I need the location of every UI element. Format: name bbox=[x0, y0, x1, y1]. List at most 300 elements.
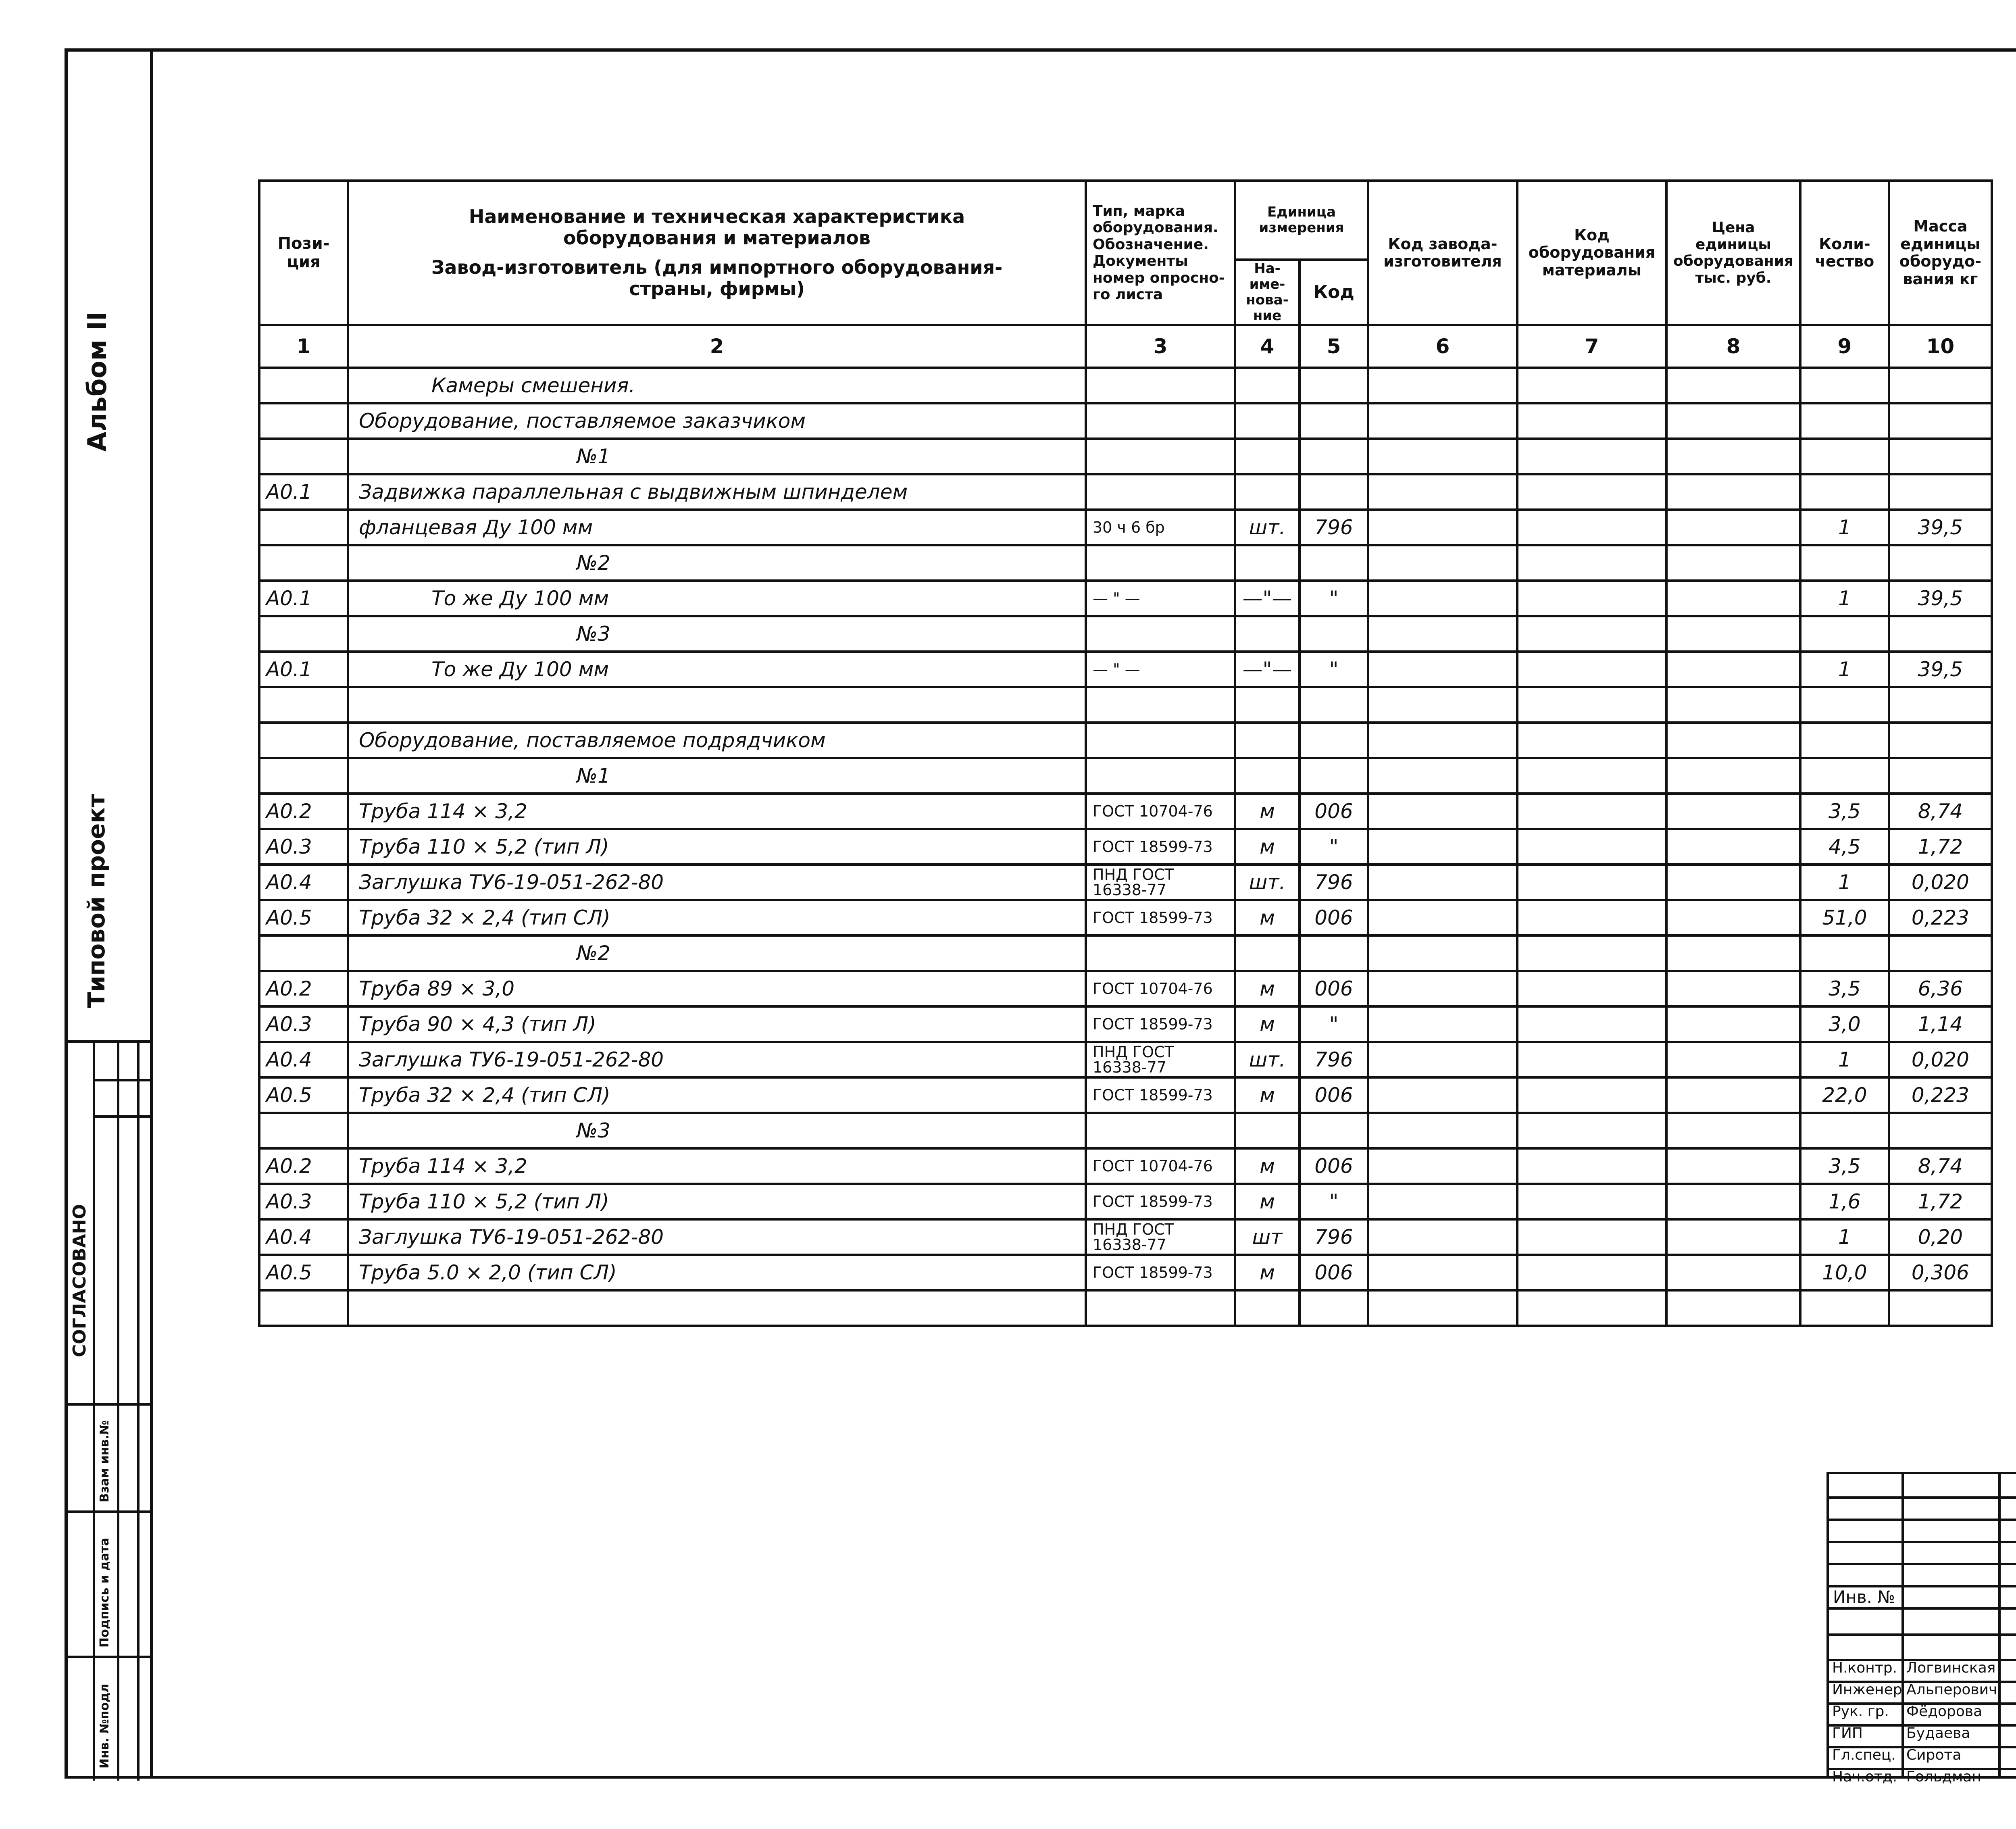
row-unit: м bbox=[1235, 900, 1300, 935]
row-quantity bbox=[1800, 403, 1889, 439]
row-position: А0.3 bbox=[259, 1184, 348, 1219]
header-unit-name: На-име-нова-ние bbox=[1235, 260, 1300, 325]
row-mass: 39,5 bbox=[1889, 510, 1992, 545]
row-price bbox=[1666, 1006, 1800, 1042]
row-type: — " — bbox=[1086, 581, 1235, 616]
row-maker-code bbox=[1368, 1255, 1517, 1290]
col-number: 7 bbox=[1517, 325, 1666, 368]
row-unit-code bbox=[1300, 616, 1368, 652]
row-mass bbox=[1889, 474, 1992, 510]
row-price bbox=[1666, 794, 1800, 829]
header-unit: Единица измерения bbox=[1235, 181, 1368, 260]
row-equipment-code bbox=[1517, 616, 1666, 652]
stamp-label-substitute: Взам инв.№ bbox=[98, 1420, 112, 1502]
row-maker-code bbox=[1368, 794, 1517, 829]
row-name: Заглушка ТУ6-19-051-262-80 bbox=[348, 1219, 1086, 1255]
row-maker-code bbox=[1368, 1148, 1517, 1184]
row-type: — " — bbox=[1086, 652, 1235, 687]
row-mass bbox=[1889, 616, 1992, 652]
row-type: ГОСТ 18599-73 bbox=[1086, 1255, 1235, 1290]
signature-role: Инженер bbox=[1832, 1681, 1902, 1698]
row-maker-code bbox=[1368, 1184, 1517, 1219]
row-quantity: 1 bbox=[1800, 581, 1889, 616]
row-maker-code bbox=[1368, 1006, 1517, 1042]
specification-table bbox=[258, 179, 1993, 1327]
row-maker-code bbox=[1368, 652, 1517, 687]
row-price bbox=[1666, 1290, 1800, 1326]
row-unit-code bbox=[1300, 439, 1368, 474]
signature-role: Н.контр. bbox=[1832, 1660, 1897, 1676]
title-block bbox=[1826, 1472, 2016, 1785]
row-type: ГОСТ 18599-73 bbox=[1086, 900, 1235, 935]
row-unit-code bbox=[1300, 758, 1368, 794]
row-unit bbox=[1235, 1290, 1300, 1326]
header-maker-code: Код завода-изготовителя bbox=[1368, 181, 1517, 325]
row-unit-code bbox=[1300, 403, 1368, 439]
row-type bbox=[1086, 474, 1235, 510]
row-unit-code bbox=[1300, 368, 1368, 403]
row-equipment-code bbox=[1517, 935, 1666, 971]
row-position: А0.3 bbox=[259, 1006, 348, 1042]
inventory-label: Инв. № bbox=[1833, 1587, 1895, 1607]
row-unit-code: 006 bbox=[1300, 1255, 1368, 1290]
row-equipment-code bbox=[1517, 545, 1666, 581]
row-name: Заглушка ТУ6-19-051-262-80 bbox=[348, 1042, 1086, 1077]
row-unit bbox=[1235, 368, 1300, 403]
row-unit-code: 006 bbox=[1300, 900, 1368, 935]
row-equipment-code bbox=[1517, 829, 1666, 865]
row-maker-code bbox=[1368, 865, 1517, 900]
signature-name: Альперович bbox=[1906, 1681, 1997, 1698]
row-price bbox=[1666, 545, 1800, 581]
row-price bbox=[1666, 829, 1800, 865]
row-name bbox=[348, 1290, 1086, 1326]
col-number: 9 bbox=[1800, 325, 1889, 368]
row-quantity bbox=[1800, 1113, 1889, 1148]
table-row bbox=[259, 794, 1992, 829]
signature-role: Рук. гр. bbox=[1832, 1703, 1889, 1720]
signature-name: Будаева bbox=[1906, 1725, 1970, 1742]
table-row bbox=[259, 616, 1992, 652]
row-position: А0.1 bbox=[259, 652, 348, 687]
row-mass bbox=[1889, 1113, 1992, 1148]
table-row bbox=[259, 545, 1992, 581]
row-maker-code bbox=[1368, 900, 1517, 935]
row-equipment-code bbox=[1517, 652, 1666, 687]
row-quantity: 1,6 bbox=[1800, 1184, 1889, 1219]
row-equipment-code bbox=[1517, 510, 1666, 545]
row-type bbox=[1086, 439, 1235, 474]
row-price bbox=[1666, 687, 1800, 723]
row-position bbox=[259, 723, 348, 758]
row-name: №2 bbox=[348, 935, 1086, 971]
row-unit: —"— bbox=[1235, 652, 1300, 687]
row-equipment-code bbox=[1517, 865, 1666, 900]
row-position bbox=[259, 758, 348, 794]
row-price bbox=[1666, 616, 1800, 652]
signature-name: Гольдман bbox=[1906, 1769, 1981, 1785]
row-unit-code bbox=[1300, 723, 1368, 758]
row-position: А0.3 bbox=[259, 829, 348, 865]
row-maker-code bbox=[1368, 1219, 1517, 1255]
header-unit-code: Код bbox=[1300, 260, 1368, 325]
row-maker-code bbox=[1368, 971, 1517, 1006]
row-equipment-code bbox=[1517, 1255, 1666, 1290]
col-number: 2 bbox=[348, 325, 1086, 368]
header-quantity: Коли-чество bbox=[1800, 181, 1889, 325]
row-position bbox=[259, 545, 348, 581]
row-name: Труба 32 × 2,4 (тип СЛ) bbox=[348, 900, 1086, 935]
row-unit bbox=[1235, 403, 1300, 439]
row-position: А0.1 bbox=[259, 581, 348, 616]
header-mass: Масса единицы оборудо-вания кг bbox=[1889, 181, 1992, 325]
table-row bbox=[259, 368, 1992, 403]
row-name: №1 bbox=[348, 758, 1086, 794]
table-row bbox=[259, 403, 1992, 439]
signature-name: Фёдорова bbox=[1906, 1703, 1983, 1720]
row-quantity: 3,5 bbox=[1800, 1148, 1889, 1184]
row-equipment-code bbox=[1517, 1290, 1666, 1326]
row-type: ПНД ГОСТ 16338-77 bbox=[1086, 1042, 1235, 1077]
row-type: ГОСТ 10704-76 bbox=[1086, 971, 1235, 1006]
row-equipment-code bbox=[1517, 687, 1666, 723]
stamp-label-original: Инв. №подл bbox=[98, 1683, 112, 1769]
row-maker-code bbox=[1368, 1113, 1517, 1148]
row-position: А0.1 bbox=[259, 474, 348, 510]
row-type: ПНД ГОСТ 16338-77 bbox=[1086, 1219, 1235, 1255]
row-type bbox=[1086, 723, 1235, 758]
header-type: Тип, марка оборудования. Обозначение. Документы номер опросно-го листа bbox=[1086, 181, 1235, 325]
row-position: А0.5 bbox=[259, 1077, 348, 1113]
row-name: фланцевая Ду 100 мм bbox=[348, 510, 1086, 545]
row-quantity bbox=[1800, 687, 1889, 723]
signature-role: ГИП bbox=[1832, 1725, 1863, 1742]
row-quantity bbox=[1800, 758, 1889, 794]
row-unit: м bbox=[1235, 1077, 1300, 1113]
signature-name: Сирота bbox=[1906, 1747, 1962, 1763]
row-quantity: 3,5 bbox=[1800, 971, 1889, 1006]
album-label: Альбом II bbox=[83, 311, 112, 452]
signature-name: Логвинская bbox=[1906, 1660, 1996, 1676]
table-row bbox=[259, 652, 1992, 687]
row-unit: м bbox=[1235, 1184, 1300, 1219]
row-quantity: 1 bbox=[1800, 510, 1889, 545]
row-position bbox=[259, 510, 348, 545]
table-row bbox=[259, 900, 1992, 935]
table-row bbox=[259, 1077, 1992, 1113]
row-type: ГОСТ 18599-73 bbox=[1086, 829, 1235, 865]
row-unit: —"— bbox=[1235, 581, 1300, 616]
row-type bbox=[1086, 935, 1235, 971]
table-row bbox=[259, 581, 1992, 616]
row-equipment-code bbox=[1517, 403, 1666, 439]
row-unit-code bbox=[1300, 545, 1368, 581]
row-mass: 8,74 bbox=[1889, 794, 1992, 829]
row-maker-code bbox=[1368, 758, 1517, 794]
col-number: 4 bbox=[1235, 325, 1300, 368]
signature-role: Гл.спец. bbox=[1832, 1747, 1896, 1763]
col-number: 6 bbox=[1368, 325, 1517, 368]
table-row bbox=[259, 865, 1992, 900]
signature-role: Нач.отд. bbox=[1832, 1769, 1897, 1785]
col-number: 10 bbox=[1889, 325, 1992, 368]
table-row bbox=[259, 935, 1992, 971]
row-equipment-code bbox=[1517, 758, 1666, 794]
row-price bbox=[1666, 1113, 1800, 1148]
row-unit-code: 796 bbox=[1300, 865, 1368, 900]
column-numbers-row bbox=[259, 325, 1992, 368]
row-mass: 0,020 bbox=[1889, 1042, 1992, 1077]
row-price bbox=[1666, 652, 1800, 687]
row-equipment-code bbox=[1517, 971, 1666, 1006]
row-mass bbox=[1889, 403, 1992, 439]
col-number: 8 bbox=[1666, 325, 1800, 368]
row-unit-code: " bbox=[1300, 1006, 1368, 1042]
row-quantity: 3,0 bbox=[1800, 1006, 1889, 1042]
row-maker-code bbox=[1368, 545, 1517, 581]
row-name: Труба 90 × 4,3 (тип Л) bbox=[348, 1006, 1086, 1042]
table-row bbox=[259, 1290, 1992, 1326]
project-label: Типовой проект bbox=[83, 794, 110, 1008]
row-price bbox=[1666, 1042, 1800, 1077]
row-name bbox=[348, 687, 1086, 723]
row-price bbox=[1666, 403, 1800, 439]
row-price bbox=[1666, 865, 1800, 900]
row-equipment-code bbox=[1517, 723, 1666, 758]
agreed-block bbox=[65, 1040, 153, 1403]
row-unit-code bbox=[1300, 1113, 1368, 1148]
row-quantity: 51,0 bbox=[1800, 900, 1889, 935]
row-unit-code: 796 bbox=[1300, 1219, 1368, 1255]
row-mass bbox=[1889, 545, 1992, 581]
row-unit: м bbox=[1235, 794, 1300, 829]
row-price bbox=[1666, 900, 1800, 935]
row-quantity bbox=[1800, 1290, 1889, 1326]
table-row bbox=[259, 510, 1992, 545]
row-type bbox=[1086, 616, 1235, 652]
row-unit-code: 796 bbox=[1300, 510, 1368, 545]
stamp-label-sign-date: Подпись и дата bbox=[98, 1537, 112, 1648]
frame-bottom-line bbox=[65, 1776, 2016, 1779]
row-unit: м bbox=[1235, 1148, 1300, 1184]
row-position: А0.2 bbox=[259, 1148, 348, 1184]
table-row bbox=[259, 1219, 1992, 1255]
row-equipment-code bbox=[1517, 581, 1666, 616]
row-unit bbox=[1235, 616, 1300, 652]
row-unit bbox=[1235, 758, 1300, 794]
row-quantity: 4,5 bbox=[1800, 829, 1889, 865]
header-name: Наименование и техническая характеристика оборудования и материалов Завод-изготовитель (для импортного оборудования- страны, фирмы) bbox=[348, 181, 1086, 325]
row-equipment-code bbox=[1517, 1006, 1666, 1042]
row-mass: 0,223 bbox=[1889, 900, 1992, 935]
row-maker-code bbox=[1368, 510, 1517, 545]
row-unit-code: 796 bbox=[1300, 1042, 1368, 1077]
row-position bbox=[259, 1290, 348, 1326]
row-mass: 1,72 bbox=[1889, 829, 1992, 865]
row-maker-code bbox=[1368, 1077, 1517, 1113]
row-unit: м bbox=[1235, 1006, 1300, 1042]
table-row bbox=[259, 829, 1992, 865]
row-unit-code: " bbox=[1300, 652, 1368, 687]
row-mass: 1,14 bbox=[1889, 1006, 1992, 1042]
row-name: Труба 114 × 3,2 bbox=[348, 1148, 1086, 1184]
row-unit-code bbox=[1300, 1290, 1368, 1326]
row-unit: шт. bbox=[1235, 1042, 1300, 1077]
row-equipment-code bbox=[1517, 1042, 1666, 1077]
table-row bbox=[259, 1113, 1992, 1148]
row-type: ГОСТ 18599-73 bbox=[1086, 1006, 1235, 1042]
row-name: Труба 110 × 5,2 (тип Л) bbox=[348, 1184, 1086, 1219]
table-row bbox=[259, 1006, 1992, 1042]
row-quantity: 1 bbox=[1800, 1042, 1889, 1077]
row-position: А0.5 bbox=[259, 1255, 348, 1290]
row-price bbox=[1666, 439, 1800, 474]
row-equipment-code bbox=[1517, 900, 1666, 935]
row-name: №3 bbox=[348, 616, 1086, 652]
table-row bbox=[259, 1148, 1992, 1184]
col-number: 3 bbox=[1086, 325, 1235, 368]
row-name: Труба 110 × 5,2 (тип Л) bbox=[348, 829, 1086, 865]
row-unit bbox=[1235, 1113, 1300, 1148]
row-type: ГОСТ 10704-76 bbox=[1086, 1148, 1235, 1184]
row-type: ГОСТ 10704-76 bbox=[1086, 794, 1235, 829]
row-mass: 39,5 bbox=[1889, 581, 1992, 616]
inventory-stamp bbox=[65, 1403, 153, 1778]
row-mass bbox=[1889, 1290, 1992, 1326]
row-type: 30 ч 6 бр bbox=[1086, 510, 1235, 545]
row-name: №2 bbox=[348, 545, 1086, 581]
table-row bbox=[259, 474, 1992, 510]
row-name: Камеры смешения. bbox=[348, 368, 1086, 403]
row-maker-code bbox=[1368, 616, 1517, 652]
table-row bbox=[259, 758, 1992, 794]
row-equipment-code bbox=[1517, 1148, 1666, 1184]
row-maker-code bbox=[1368, 474, 1517, 510]
row-price bbox=[1666, 1148, 1800, 1184]
row-quantity bbox=[1800, 474, 1889, 510]
row-name: Оборудование, поставляемое подрядчиком bbox=[348, 723, 1086, 758]
row-type bbox=[1086, 1113, 1235, 1148]
row-quantity: 1 bbox=[1800, 652, 1889, 687]
row-maker-code bbox=[1368, 581, 1517, 616]
row-price bbox=[1666, 474, 1800, 510]
row-type bbox=[1086, 1290, 1235, 1326]
row-unit bbox=[1235, 439, 1300, 474]
row-position bbox=[259, 439, 348, 474]
row-unit-code: 006 bbox=[1300, 971, 1368, 1006]
row-position bbox=[259, 1113, 348, 1148]
row-price bbox=[1666, 510, 1800, 545]
row-name: Задвижка параллельная с выдвижным шпинделем bbox=[348, 474, 1086, 510]
row-position: А0.2 bbox=[259, 971, 348, 1006]
row-type: ГОСТ 18599-73 bbox=[1086, 1184, 1235, 1219]
row-unit-code bbox=[1300, 474, 1368, 510]
row-mass bbox=[1889, 935, 1992, 971]
row-equipment-code bbox=[1517, 1077, 1666, 1113]
row-quantity bbox=[1800, 368, 1889, 403]
row-equipment-code bbox=[1517, 1113, 1666, 1148]
row-position: А0.4 bbox=[259, 1219, 348, 1255]
row-mass: 8,74 bbox=[1889, 1148, 1992, 1184]
row-unit bbox=[1235, 545, 1300, 581]
row-mass: 0,020 bbox=[1889, 865, 1992, 900]
row-price bbox=[1666, 971, 1800, 1006]
row-unit-code bbox=[1300, 687, 1368, 723]
row-position bbox=[259, 403, 348, 439]
row-mass bbox=[1889, 723, 1992, 758]
row-unit bbox=[1235, 935, 1300, 971]
row-equipment-code bbox=[1517, 439, 1666, 474]
row-equipment-code bbox=[1517, 1184, 1666, 1219]
row-name: Труба 32 × 2,4 (тип СЛ) bbox=[348, 1077, 1086, 1113]
row-name: Труба 114 × 3,2 bbox=[348, 794, 1086, 829]
row-name: №1 bbox=[348, 439, 1086, 474]
row-mass bbox=[1889, 687, 1992, 723]
col-number: 5 bbox=[1300, 325, 1368, 368]
row-quantity: 10,0 bbox=[1800, 1255, 1889, 1290]
row-quantity: 1 bbox=[1800, 865, 1889, 900]
row-unit-code: " bbox=[1300, 1184, 1368, 1219]
row-unit-code bbox=[1300, 935, 1368, 971]
row-unit-code: 006 bbox=[1300, 1148, 1368, 1184]
row-price bbox=[1666, 758, 1800, 794]
row-position: А0.4 bbox=[259, 1042, 348, 1077]
row-mass: 0,223 bbox=[1889, 1077, 1992, 1113]
row-maker-code bbox=[1368, 829, 1517, 865]
row-position bbox=[259, 935, 348, 971]
row-unit: м bbox=[1235, 829, 1300, 865]
row-mass: 0,20 bbox=[1889, 1219, 1992, 1255]
row-type bbox=[1086, 403, 1235, 439]
table-row bbox=[259, 723, 1992, 758]
row-position bbox=[259, 616, 348, 652]
row-maker-code bbox=[1368, 687, 1517, 723]
row-maker-code bbox=[1368, 935, 1517, 971]
row-unit-code: 006 bbox=[1300, 794, 1368, 829]
row-maker-code bbox=[1368, 439, 1517, 474]
agreed-label: СОГЛАСОВАНО bbox=[69, 1204, 90, 1357]
row-equipment-code bbox=[1517, 474, 1666, 510]
row-unit: м bbox=[1235, 1255, 1300, 1290]
row-quantity bbox=[1800, 723, 1889, 758]
row-equipment-code bbox=[1517, 1219, 1666, 1255]
row-unit: шт bbox=[1235, 1219, 1300, 1255]
row-type bbox=[1086, 758, 1235, 794]
row-name: То же Ду 100 мм bbox=[348, 652, 1086, 687]
row-mass bbox=[1889, 368, 1992, 403]
row-price bbox=[1666, 1184, 1800, 1219]
row-mass: 6,36 bbox=[1889, 971, 1992, 1006]
row-quantity bbox=[1800, 935, 1889, 971]
row-type: ПНД ГОСТ 16338-77 bbox=[1086, 865, 1235, 900]
row-price bbox=[1666, 581, 1800, 616]
row-maker-code bbox=[1368, 723, 1517, 758]
row-name: Оборудование, поставляемое заказчиком bbox=[348, 403, 1086, 439]
row-type: ГОСТ 18599-73 bbox=[1086, 1077, 1235, 1113]
row-unit: шт. bbox=[1235, 510, 1300, 545]
row-name: Труба 89 × 3,0 bbox=[348, 971, 1086, 1006]
row-type bbox=[1086, 687, 1235, 723]
row-unit-code: 006 bbox=[1300, 1077, 1368, 1113]
row-unit-code: " bbox=[1300, 829, 1368, 865]
row-quantity bbox=[1800, 439, 1889, 474]
row-price bbox=[1666, 368, 1800, 403]
row-position: А0.4 bbox=[259, 865, 348, 900]
row-maker-code bbox=[1368, 1290, 1517, 1326]
table-row bbox=[259, 1042, 1992, 1077]
row-price bbox=[1666, 1077, 1800, 1113]
row-unit bbox=[1235, 474, 1300, 510]
